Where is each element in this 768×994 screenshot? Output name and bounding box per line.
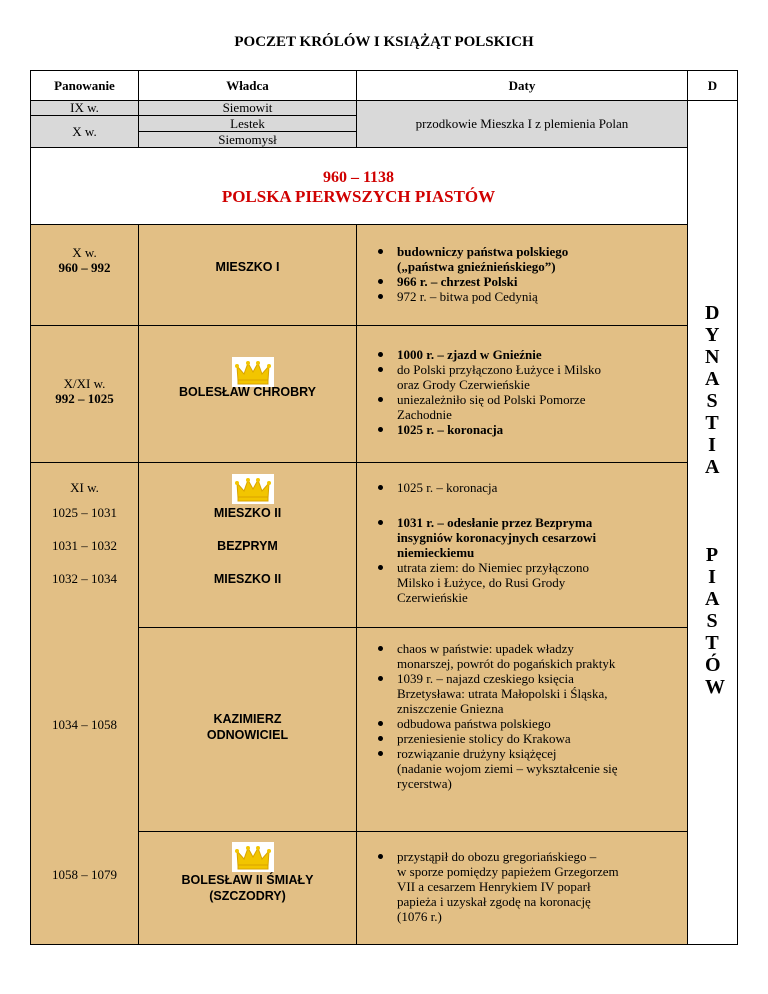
mieszko2-fact-3a: utrata ziem: do Niemiec przyłączono: [397, 560, 590, 575]
mieszko2-years-1: 1025 – 1031: [52, 505, 117, 520]
boleslaw1-fact-3: [375, 392, 685, 422]
mieszko2-facts-b: [375, 515, 685, 605]
kazimierz-fact-1a: chaos w państwie: upadek władzy: [397, 641, 574, 656]
mieszko1-years: 960 – 992: [58, 260, 111, 275]
header-ruler: Władca: [138, 70, 357, 101]
ancestors-century-x: X w.: [30, 115, 139, 148]
header-reign: Panowanie: [30, 70, 139, 101]
boleslaw1-facts: [375, 347, 685, 437]
kazimierz-fact-4: przeniesienie stolicy do Krakowa: [375, 731, 685, 746]
mieszko1-facts: [375, 244, 685, 304]
mieszko2-facts-a: [375, 480, 685, 495]
boleslaw1-fact-4: 1025 r. – koronacja: [375, 422, 685, 437]
dynasty-word-dynastia: DYNASTIA: [705, 302, 720, 478]
section-years: 960 – 1138: [322, 169, 395, 186]
mieszko2-fact-2: [375, 515, 685, 560]
section-name: POLSKA PIERWSZYCH PIASTÓW: [221, 187, 496, 206]
boleslaw1-name: BOLESŁAW CHROBRY: [178, 385, 317, 399]
boleslaw1-fact-3a: uniezależniło się od Polski Pomorze: [397, 392, 586, 407]
boleslaw2-fact-1b: w sporze pomiędzy papieżem Grzegorzem: [397, 864, 619, 879]
row-mieszko1-ruler-cell: [138, 224, 357, 326]
boleslaw2-fact-1a: przystąpił do obozu gregoriańskiego –: [397, 849, 597, 864]
crown-icon: [232, 357, 274, 387]
boleslaw2-fact-1e: (1076 r.): [397, 909, 442, 924]
ancestor-siemowit: Siemowit: [138, 100, 357, 116]
boleslaw1-fact-2a: do Polski przyłączono Łużyce i Milsko: [397, 362, 601, 377]
row-mieszko1-reign-cell: [30, 224, 139, 326]
mieszko1-fact-3: 972 r. – bitwa pod Cedynią: [375, 289, 685, 304]
mieszko1-fact-1: [375, 244, 685, 274]
boleslaw2-years: 1058 – 1079: [52, 867, 117, 882]
kazimierz-fact-5a: rozwiązanie drużyny książęcej: [397, 746, 557, 761]
ancestor-lestek: Lestek: [138, 115, 357, 132]
bezprym-years: 1031 – 1032: [52, 538, 117, 553]
mieszko2-years-2: 1032 – 1034: [52, 571, 117, 586]
mieszko2-name-1: MIESZKO II: [213, 506, 282, 520]
kazimierz-fact-2c: zniszczenie Gniezna: [397, 701, 504, 716]
kazimierz-fact-5b: (nadanie wojom ziemi – wykształcenie się: [397, 761, 618, 776]
dynasty-column: [687, 100, 738, 945]
kazimierz-fact-5c: rycerstwa): [397, 776, 452, 791]
mieszko2-fact-2a: 1031 r. – odesłanie przez Bezpryma: [397, 515, 593, 530]
header-d: D: [687, 70, 738, 101]
document-title: POCZET KRÓLÓW I KSIĄŻĄT POLSKICH: [234, 34, 534, 50]
kazimierz-name-2: ODNOWICIEL: [206, 728, 289, 742]
mieszko2-name-2: MIESZKO II: [213, 572, 282, 586]
crown-icon: [232, 842, 274, 872]
kazimierz-fact-2: [375, 671, 685, 716]
boleslaw2-fact-1: [375, 849, 685, 924]
kazimierz-fact-3: odbudowa państwa polskiego: [375, 716, 685, 731]
kazimierz-fact-2b: Brzetysława: utrata Małopolski i Śląska,: [397, 686, 608, 701]
header-dates: Daty: [356, 70, 688, 101]
dynasty-label-dynastia: [687, 302, 737, 478]
boleslaw2-name-1: BOLESŁAW II ŚMIAŁY: [181, 873, 314, 887]
ancestors-note: przodkowie Mieszka I z plemienia Polan: [356, 100, 688, 148]
mieszko2-fact-3b: Milsko i Łużyce, do Rusi Grody: [397, 575, 566, 590]
ancestor-siemomysl: Siemomysł: [138, 131, 357, 148]
ancestors-century-ix: IX w.: [30, 100, 139, 116]
kazimierz-name-1: KAZIMIERZ: [213, 712, 282, 726]
kazimierz-facts: [375, 641, 685, 791]
mieszko1-century: X w.: [72, 245, 97, 260]
boleslaw1-century: X/XI w.: [63, 376, 106, 391]
mieszko1-fact-1b: („państwa gnieźnieńskiego”): [397, 259, 556, 274]
dynasty-word-piastow: PIASTÓW: [705, 544, 725, 698]
boleslaw1-fact-1: 1000 r. – zjazd w Gnieźnie: [375, 347, 685, 362]
dynasty-label-piastow: [687, 544, 737, 698]
kazimierz-fact-2a: 1039 r. – najazd czeskiego księcia: [397, 671, 574, 686]
mieszko2-fact-2b: insygniów koronacyjnych cesarzowi: [397, 530, 597, 545]
boleslaw1-fact-2: [375, 362, 685, 392]
mieszko2-century: XI w.: [70, 480, 99, 495]
mieszko2-fact-3c: Czerwieńskie: [397, 590, 468, 605]
crown-icon: [232, 474, 274, 504]
boleslaw1-fact-2b: oraz Grody Czerwieńskie: [397, 377, 530, 392]
boleslaw1-fact-3b: Zachodnie: [397, 407, 452, 422]
boleslaw2-facts: [375, 849, 685, 924]
boleslaw2-fact-1d: papieża i uzyskał zgodę na koronację: [397, 894, 591, 909]
mieszko2-fact-3: [375, 560, 685, 605]
mieszko2-fact-1: 1025 r. – koronacja: [375, 480, 685, 495]
mieszko2-fact-2c: niemieckiemu: [397, 545, 475, 560]
mieszko1-fact-1a: budowniczy państwa polskiego: [397, 244, 569, 259]
kazimierz-fact-5: [375, 746, 685, 791]
kazimierz-years: 1034 – 1058: [52, 717, 117, 732]
kazimierz-fact-1b: monarszej, powrót do pogańskich praktyk: [397, 656, 616, 671]
kazimierz-fact-1: [375, 641, 685, 671]
boleslaw1-years: 992 – 1025: [55, 391, 114, 406]
mieszko1-fact-2: 966 r. – chrzest Polski: [375, 274, 685, 289]
mieszko1-name: MIESZKO I: [215, 260, 280, 274]
boleslaw2-fact-1c: VII a cesarzem Henrykiem IV poparł: [397, 879, 591, 894]
boleslaw2-name-2: (SZCZODRY): [209, 889, 286, 903]
bezprym-name: BEZPRYM: [217, 539, 278, 553]
